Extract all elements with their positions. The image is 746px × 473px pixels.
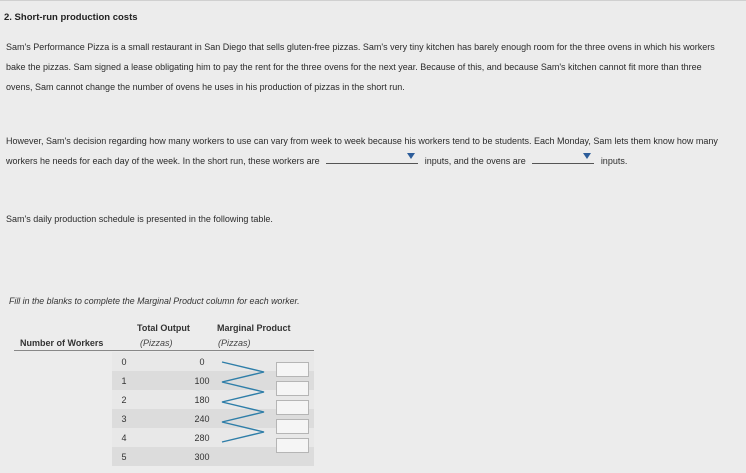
header-total-output: Total Output [137,323,190,333]
output-cell: 280 [194,433,210,443]
header-total-output-unit: (Pizzas) [140,338,173,348]
header-number-of-workers: Number of Workers [20,338,104,348]
workers-cell: 2 [121,395,127,405]
chevron-down-icon [583,153,591,159]
output-cell: 100 [194,376,210,386]
inputs-paragraph [6,131,730,171]
header-marginal-product-unit: (Pizzas) [218,338,251,348]
marginal-product-input-worker-4[interactable] [276,419,309,434]
workers-cell: 4 [121,433,127,443]
intro-paragraph: Sam's Performance Pizza is a small restaurant in San Diego that sells gluten-free pizzas. Sam's very tiny kitchen has barely enough room for the three ovens in which his workers bake the pizzas. Sam signed a lease obligating him to pay the rent for the three ovens for the next year. Because of this, and because Sam's kitchen cannot fit more than three ovens, Sam cannot change the number of ovens he uses in his production of pizzas in the short run. [6,42,715,92]
inputs-text-part3: inputs. [600,156,628,166]
workers-input-type-dropdown[interactable] [326,151,418,164]
workers-cell: 5 [121,452,127,462]
output-cell: 180 [194,395,210,405]
marginal-product-input-worker-5[interactable] [276,438,309,453]
output-cell: 0 [199,357,205,367]
ovens-input-type-dropdown[interactable] [532,151,594,164]
inputs-text-part2: inputs, and the ovens are [424,156,526,166]
marginal-zigzag-connector [218,358,268,458]
question-header-bar [0,0,746,31]
output-cell: 300 [194,452,210,462]
workers-cell: 1 [121,376,127,386]
table-header-divider [14,350,314,351]
chevron-down-icon [407,153,415,159]
marginal-product-input-worker-3[interactable] [276,400,309,415]
question-title: 2. Short-run production costs [4,12,138,23]
inputs-text-part1: However, Sam's decision regarding how many workers to use can vary from week to week because his workers tend to be students. Each Monday, Sam lets them know how many workers he needs for each day of the week. In the short run, these workers are [6,136,718,166]
instruction-text: Fill in the blanks to complete the Marginal Product column for each worker. [9,296,300,306]
workers-cell: 3 [121,414,127,424]
schedule-paragraph: Sam's daily production schedule is presented in the following table. [6,214,273,224]
workers-cell: 0 [121,357,127,367]
marginal-product-input-worker-1[interactable] [276,362,309,377]
header-marginal-product: Marginal Product [217,323,291,333]
marginal-product-input-worker-2[interactable] [276,381,309,396]
output-cell: 240 [194,414,210,424]
